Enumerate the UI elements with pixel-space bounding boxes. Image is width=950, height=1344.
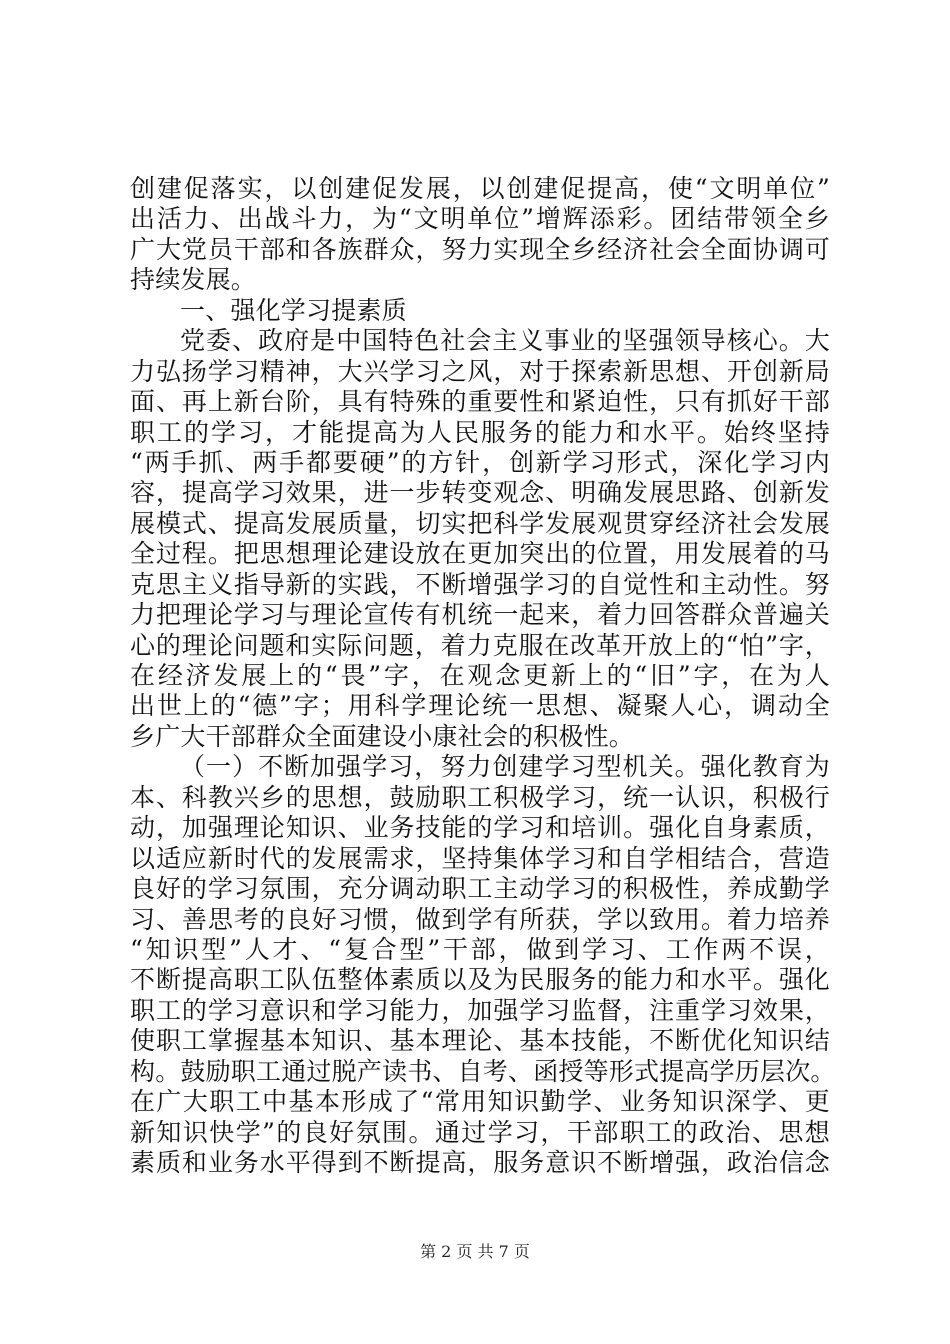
text-line: 克思主义指导新的实践，不断增强学习的自觉性和主动性。努 — [130, 569, 830, 599]
text-line: 全过程。把思想理论建设放在更加突出的位置，用发展着的马 — [130, 539, 830, 569]
text-line: 党委、政府是中国特色社会主义事业的坚强领导核心。大 — [180, 326, 830, 356]
subsection-lead-line: （一）不断加强学习，努力创建学习型机关。强化教育为 — [180, 752, 830, 782]
text-line: 构。鼓励职工通过脱产读书、自考、函授等形式提高学历层次。 — [130, 1056, 836, 1086]
text-line: 使职工掌握基本知识、基本理论、基本技能，不断优化知识结 — [130, 1026, 830, 1056]
text-line: 力把理论学习与理论宣传有机统一起来，着力回答群众普遍关 — [130, 600, 830, 630]
text-line: 职工的学习意识和学习能力，加强学习监督，注重学习效果， — [130, 995, 830, 1025]
text-line: 心的理论问题和实际问题，着力克服在改革开放上的“怕”字， — [130, 630, 830, 660]
text-line: 良好的学习氛围，充分调动职工主动学习的积极性，养成勤学 — [130, 874, 830, 904]
text-line: 以适应新时代的发展需求，坚持集体学习和自学相结合，营造 — [130, 843, 830, 873]
text-line: 广大党员干部和各族群众，努力实现全乡经济社会全面协调可 — [130, 234, 830, 264]
text-line: 新知识快学”的良好氛围。通过学习，干部职工的政治、思想 — [130, 1117, 830, 1147]
text-line: 本、科教兴乡的思想，鼓励职工积极学习，统一认识，积极行 — [130, 782, 830, 812]
text-line: 力弘扬学习精神，大兴学习之风，对于探索新思想、开创新局 — [130, 356, 830, 386]
text-line: 不断提高职工队伍整体素质以及为民服务的能力和水平。强化 — [130, 965, 830, 995]
text-line: “知识型”人才、“复合型”干部，做到学习、工作两不误， — [130, 934, 830, 964]
document-body — [130, 174, 836, 1178]
text-line: 容，提高学习效果，进一步转变观念、明确发展思路、创新发 — [130, 478, 830, 508]
text-line: 展模式、提高发展质量，切实把科学发展观贯穿经济社会发展 — [130, 508, 830, 538]
text-line: 习、善思考的良好习惯，做到学有所获，学以致用。着力培养 — [130, 904, 830, 934]
text-line: 素质和业务水平得到不断提高，服务意识不断增强，政治信念 — [130, 1148, 830, 1177]
text-line: 在广大职工中基本形成了“常用知识勤学、业务知识深学、更 — [130, 1087, 830, 1117]
text-line: “两手抓、两手都要硬”的方针，创新学习形式，深化学习内 — [130, 447, 830, 477]
text-line: 出世上的“德”字；用科学理论统一思想、凝聚人心，调动全 — [130, 691, 830, 721]
section-heading: 一、强化学习提素质 — [180, 295, 407, 325]
text-line: 乡广大干部群众全面建设小康社会的积极性。 — [130, 721, 635, 751]
text-line: 出活力、出战斗力，为“文明单位”增辉添彩。团结带领全乡 — [130, 204, 830, 234]
text-line: 在经济发展上的“畏”字，在观念更新上的“旧”字，在为人 — [130, 661, 830, 690]
text-line: 创建促落实，以创建促发展，以创建促提高，使“文明单位” — [130, 174, 830, 203]
text-line: 持续发展。 — [130, 265, 257, 295]
page-number-footer: 第 2 页 共 7 页 — [420, 1242, 530, 1261]
text-line: 动，加强理论知识、业务技能的学习和培训。强化自身素质， — [130, 813, 830, 843]
text-line: 面、再上新台阶，具有特殊的重要性和紧迫性，只有抓好干部 — [130, 387, 830, 417]
text-line: 职工的学习，才能提高为人民服务的能力和水平。始终坚持 — [130, 417, 830, 447]
